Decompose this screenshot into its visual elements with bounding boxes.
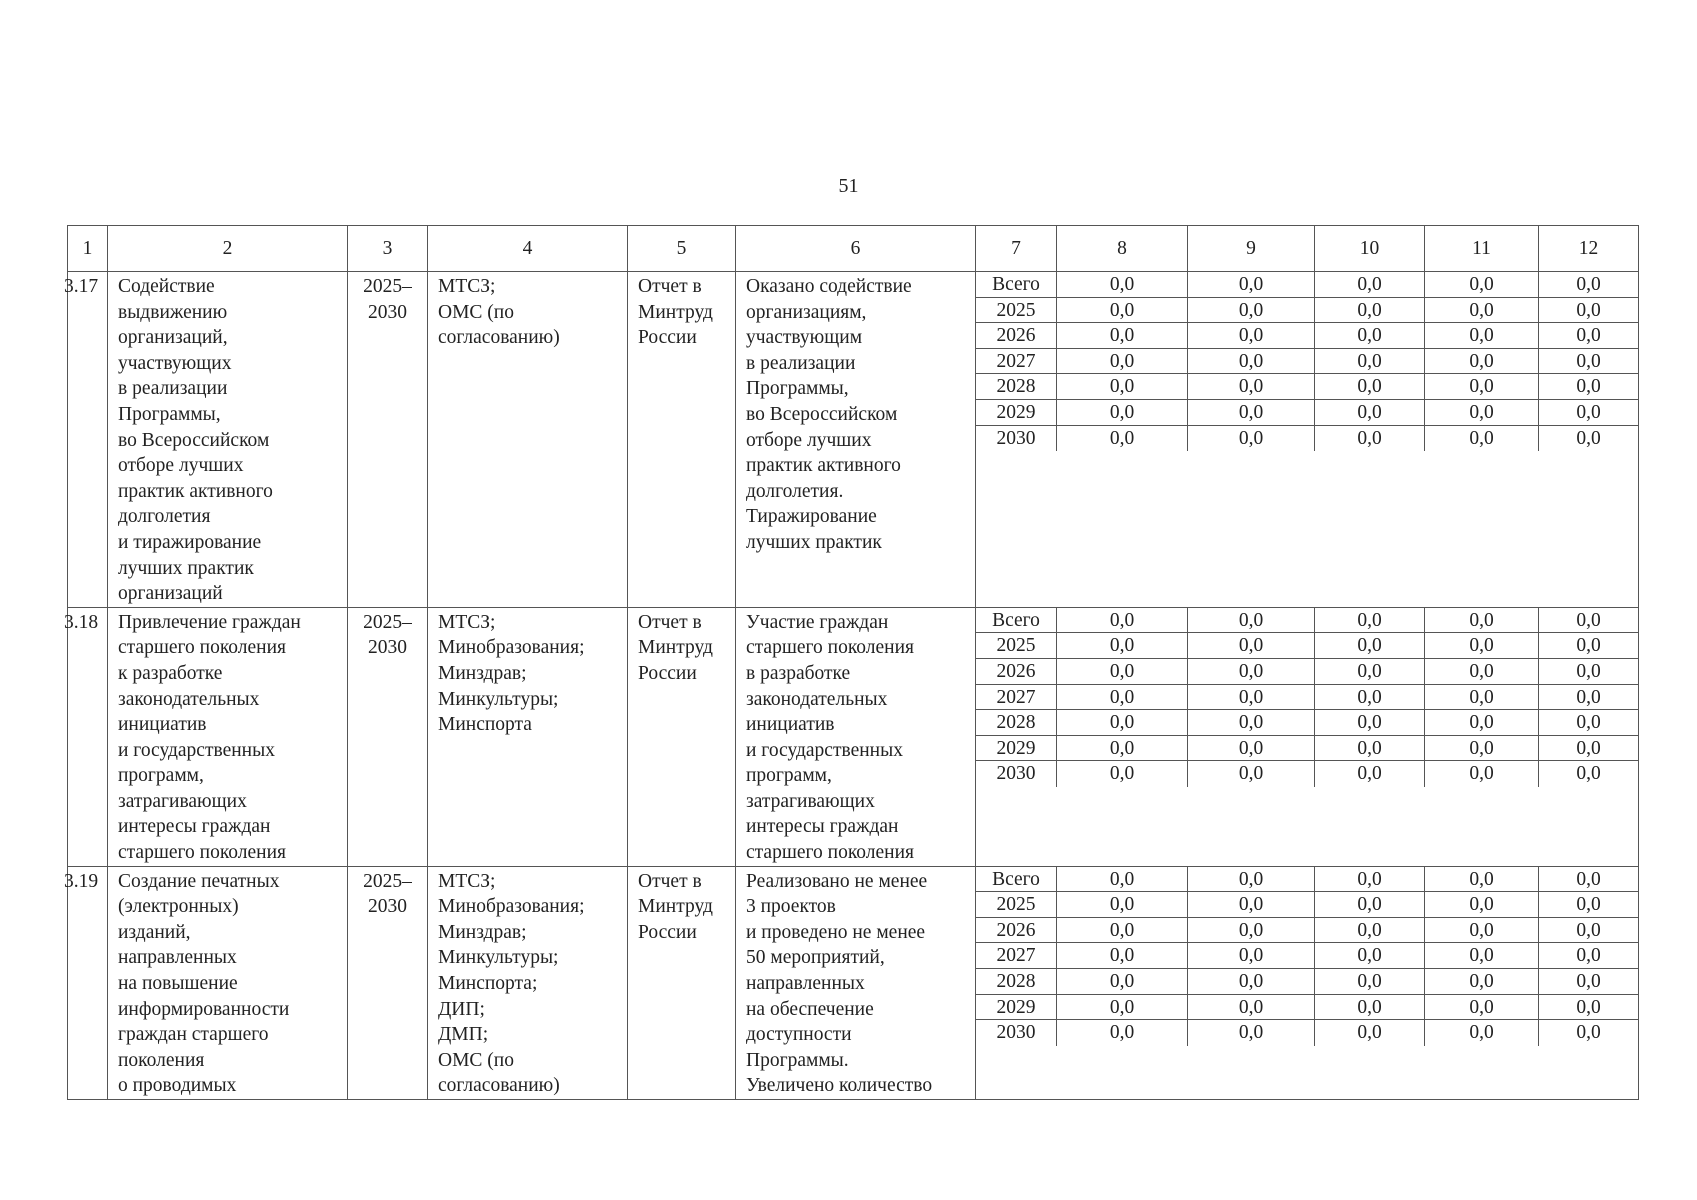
financing-year: 2030 (976, 761, 1057, 787)
financing-value: 0,0 (1057, 736, 1188, 761)
table-row (68, 272, 1639, 608)
financing-value: 0,0 (1576, 945, 1601, 967)
financing-year: 2028 (976, 374, 1057, 399)
financing-value: 0,0 (1315, 943, 1425, 968)
column-number-header: 4 (428, 226, 628, 272)
financing-value: 0,0 (1188, 867, 1315, 892)
financing-year: 2026 (976, 323, 1057, 348)
financing-value: 0,0 (1188, 736, 1315, 761)
period-line: 2030 (368, 896, 407, 918)
executors (428, 272, 628, 608)
financing-value: 0,0 (1576, 894, 1601, 916)
financing-value: 0,0 (1188, 685, 1315, 710)
financing-year: 2029 (976, 400, 1057, 425)
executors-line: МТСЗ; (438, 276, 496, 297)
measure-name-line: Программы, (118, 403, 221, 425)
measure-name-line: Привлечение граждан (118, 611, 301, 633)
financing-year: 2029 (976, 736, 1057, 761)
measure-name-line: программ, (118, 765, 204, 787)
financing-year: 2027 (976, 943, 1057, 968)
financing-year: 2029 (976, 995, 1057, 1020)
financing-value: 0,0 (1425, 426, 1539, 452)
expected-result-line: Тиражирование (746, 506, 877, 528)
measure-name-line: лучших практик (118, 557, 254, 579)
financing-value: 0,0 (1188, 426, 1315, 452)
expected-result-line: долголетия. (746, 480, 844, 502)
measure-name-line: и государственных (118, 739, 275, 761)
financing-value: 0,0 (1425, 400, 1539, 425)
executors-line: ОМС (по (438, 1049, 514, 1071)
measure-name-line: организаций, (118, 327, 228, 349)
expected-result-line: интересы граждан (746, 816, 899, 838)
financing-value: 0,0 (1425, 298, 1539, 323)
measure-name-line: изданий, (118, 921, 191, 943)
financing-value: 0,0 (1188, 323, 1315, 348)
column-number-header: 3 (348, 226, 428, 272)
page-number: 51 (838, 175, 859, 197)
executors-line: Минобразования; (438, 637, 585, 659)
financing-value: 0,0 (1315, 349, 1425, 374)
financing-block (976, 866, 1639, 1099)
financing-value: 0,0 (1425, 659, 1539, 684)
financing-value: 0,0 (1057, 685, 1188, 710)
financing-value: 0,0 (1576, 1022, 1601, 1044)
column-number-header: 2 (108, 226, 348, 272)
financing-value: 0,0 (1576, 737, 1601, 759)
financing-row (976, 918, 1638, 944)
executors-line: ДМП; (438, 1024, 489, 1046)
financing-value: 0,0 (1576, 919, 1601, 941)
financing-value: 0,0 (1576, 274, 1601, 295)
financing-value: 0,0 (1057, 349, 1188, 374)
expected-result-line: доступности (746, 1024, 852, 1046)
measure-name-line: на повышение (118, 973, 238, 995)
financing-value: 0,0 (1315, 272, 1425, 297)
financing-value: 0,0 (1188, 608, 1315, 633)
measure-name-line: информированности (118, 998, 290, 1020)
column-number-header: 9 (1188, 226, 1315, 272)
financing-value: 0,0 (1057, 659, 1188, 684)
period (348, 866, 428, 1099)
expected-result-line: Участие граждан (746, 611, 889, 633)
financing-value: 0,0 (1425, 685, 1539, 710)
financing-value: 0,0 (1576, 868, 1601, 890)
measure-name-line: интересы граждан (118, 816, 271, 838)
measure-name-line: Содействие (118, 276, 215, 297)
financing-value: 0,0 (1425, 710, 1539, 735)
financing-value: 0,0 (1315, 400, 1425, 425)
financing-row (976, 633, 1638, 659)
financing-row (976, 323, 1638, 349)
financing-value: 0,0 (1315, 736, 1425, 761)
executors-line: согласованию) (438, 1075, 560, 1097)
report-form-line: Минтруд (638, 896, 713, 918)
financing-year: Всего (976, 608, 1057, 633)
period-line: 2025– (363, 276, 412, 297)
expected-result-line: программ, (746, 765, 832, 787)
measure-name-line: граждан старшего (118, 1024, 269, 1046)
financing-year: Всего (976, 867, 1057, 892)
executors-line: Минспорта; (438, 973, 538, 995)
report-form (628, 607, 736, 866)
period (348, 607, 428, 866)
financing-row (976, 943, 1638, 969)
executors-line: Минздрав; (438, 921, 527, 943)
financing-value: 0,0 (1057, 943, 1188, 968)
column-number-header: 10 (1315, 226, 1425, 272)
executors-line: Минкультуры; (438, 688, 559, 710)
expected-result-line: направленных (746, 973, 865, 995)
expected-result-line: Реализовано не менее (746, 870, 928, 892)
measure-name-line: направленных (118, 947, 237, 969)
item-number-text: 3.17 (64, 276, 99, 297)
financing-value: 0,0 (1188, 374, 1315, 399)
measure-name-line: к разработке (118, 662, 223, 684)
financing-year: 2025 (976, 892, 1057, 917)
financing-year: 2030 (976, 426, 1057, 452)
financing-row (976, 374, 1638, 400)
financing-value: 0,0 (1315, 426, 1425, 452)
financing-value: 0,0 (1315, 685, 1425, 710)
financing-value: 0,0 (1057, 426, 1188, 452)
financing-row (976, 867, 1638, 893)
financing-value: 0,0 (1188, 761, 1315, 787)
expected-result-line: старшего поколения (746, 637, 915, 659)
measure-name (108, 272, 348, 608)
column-number-header: 8 (1057, 226, 1188, 272)
expected-result-line: старшего поколения (746, 842, 915, 864)
financing-row (976, 761, 1638, 787)
expected-result-line: Оказано содействие (746, 276, 912, 297)
executors-line: ДИП; (438, 998, 485, 1020)
financing-value: 0,0 (1188, 659, 1315, 684)
report-form-line: России (638, 662, 697, 684)
executors-line: МТСЗ; (438, 611, 496, 633)
report-form (628, 866, 736, 1099)
financing-row (976, 659, 1638, 685)
period-line: 2025– (363, 870, 412, 892)
measure-name-line: о проводимых (118, 1075, 237, 1097)
expected-result-line: и проведено не менее (746, 921, 926, 943)
financing-value: 0,0 (1425, 761, 1539, 787)
financing-block (976, 272, 1639, 608)
financing-value: 0,0 (1188, 943, 1315, 968)
report-form-line: Минтруд (638, 637, 713, 659)
period (348, 272, 428, 608)
measure-name (108, 866, 348, 1099)
column-number-header: 12 (1539, 226, 1639, 272)
financing-value: 0,0 (1576, 609, 1601, 631)
financing-row (976, 892, 1638, 918)
financing-value: 0,0 (1576, 763, 1601, 785)
financing-value: 0,0 (1188, 969, 1315, 994)
financing-value: 0,0 (1425, 943, 1539, 968)
financing-value: 0,0 (1576, 376, 1601, 398)
financing-value: 0,0 (1057, 608, 1188, 633)
item-number (64, 272, 108, 608)
financing-value: 0,0 (1425, 633, 1539, 658)
financing-value: 0,0 (1315, 1020, 1425, 1046)
item-number-text: 3.19 (64, 870, 99, 892)
financing-value: 0,0 (1576, 971, 1601, 993)
report-form-line: Отчет в (638, 611, 702, 633)
financing-value: 0,0 (1576, 325, 1601, 347)
measure-name-line: (электронных) (118, 896, 239, 918)
financing-value: 0,0 (1057, 298, 1188, 323)
measure-name-line: организаций (118, 583, 223, 605)
executors-line: Минобразования; (438, 896, 585, 918)
financing-year: 2030 (976, 1020, 1057, 1046)
financing-year: 2027 (976, 685, 1057, 710)
financing-value: 0,0 (1425, 867, 1539, 892)
financing-value: 0,0 (1315, 298, 1425, 323)
measure-name-line: участвующих (118, 352, 232, 374)
financing-year: 2025 (976, 633, 1057, 658)
measure-name (108, 607, 348, 866)
financing-row (976, 685, 1638, 711)
financing-value: 0,0 (1425, 969, 1539, 994)
executors (428, 866, 628, 1099)
financing-value: 0,0 (1576, 635, 1601, 657)
financing-row (976, 710, 1638, 736)
financing-year: 2025 (976, 298, 1057, 323)
report-form (628, 272, 736, 608)
expected-result-line: организациям, (746, 301, 867, 323)
measure-name-line: в реализации (118, 378, 228, 400)
expected-result-line: законодательных (746, 688, 888, 710)
expected-result-line: на обеспечение (746, 998, 874, 1020)
financing-value: 0,0 (1315, 867, 1425, 892)
financing-row (976, 1020, 1638, 1046)
financing-row (976, 400, 1638, 426)
financing-value: 0,0 (1057, 995, 1188, 1020)
executors-line: согласованию) (438, 327, 560, 349)
financing-value: 0,0 (1425, 1020, 1539, 1046)
financing-year: 2026 (976, 918, 1057, 943)
report-form-line: Отчет в (638, 276, 702, 297)
financing-value: 0,0 (1425, 918, 1539, 943)
financing-row (976, 349, 1638, 375)
financing-row (976, 736, 1638, 762)
expected-result (736, 272, 976, 608)
column-number-header: 7 (976, 226, 1057, 272)
financing-value: 0,0 (1576, 996, 1601, 1018)
executors-line: Минкультуры; (438, 947, 559, 969)
period-line: 2030 (368, 637, 407, 659)
financing-value: 0,0 (1576, 660, 1601, 682)
financing-value: 0,0 (1188, 892, 1315, 917)
financing-value: 0,0 (1188, 710, 1315, 735)
measure-name-line: во Всероссийском (118, 429, 270, 451)
financing-value: 0,0 (1576, 686, 1601, 708)
financing-value: 0,0 (1576, 350, 1601, 372)
financing-value: 0,0 (1188, 298, 1315, 323)
financing-value: 0,0 (1315, 918, 1425, 943)
executors (428, 607, 628, 866)
financing-value: 0,0 (1576, 427, 1601, 449)
financing-year: Всего (976, 272, 1057, 297)
financing-value: 0,0 (1425, 608, 1539, 633)
measure-name-line: старшего поколения (118, 842, 287, 864)
column-number-header: 6 (736, 226, 976, 272)
measure-name-line: поколения (118, 1049, 205, 1071)
measure-name-line: инициатив (118, 714, 207, 736)
expected-result (736, 866, 976, 1099)
expected-result-line: 50 мероприятий, (746, 947, 885, 969)
financing-row (976, 969, 1638, 995)
expected-result-line: Увеличено количество (746, 1075, 933, 1097)
column-number-header: 11 (1425, 226, 1539, 272)
expected-result-line: во Всероссийском (746, 403, 898, 425)
executors-line: Минспорта (438, 714, 532, 736)
financing-value: 0,0 (1188, 918, 1315, 943)
measure-name-line: законодательных (118, 688, 260, 710)
financing-row (976, 272, 1638, 298)
financing-value: 0,0 (1057, 710, 1188, 735)
financing-value: 0,0 (1057, 323, 1188, 348)
column-number-header: 1 (68, 226, 108, 272)
column-number-header: 5 (628, 226, 736, 272)
financing-value: 0,0 (1315, 892, 1425, 917)
financing-value: 0,0 (1188, 995, 1315, 1020)
expected-result-line: и государственных (746, 739, 903, 761)
financing-value: 0,0 (1576, 401, 1601, 423)
table-row (68, 866, 1639, 1099)
table-row (68, 607, 1639, 866)
financing-value: 0,0 (1315, 659, 1425, 684)
financing-value: 0,0 (1425, 374, 1539, 399)
expected-result-line: в разработке (746, 662, 851, 684)
expected-result-line: затрагивающих (746, 790, 875, 812)
financing-value: 0,0 (1188, 1020, 1315, 1046)
measure-name-line: старшего поколения (118, 637, 287, 659)
expected-result-line: лучших практик (746, 531, 882, 553)
expected-result-line: участвующим (746, 327, 863, 349)
table-header-row (68, 226, 1639, 272)
financing-block (976, 607, 1639, 866)
financing-value: 0,0 (1315, 761, 1425, 787)
measure-name-line: долголетия (118, 506, 211, 528)
measure-name-line: затрагивающих (118, 790, 247, 812)
financing-row (976, 995, 1638, 1021)
expected-result-line: в реализации (746, 352, 856, 374)
financing-value: 0,0 (1188, 633, 1315, 658)
financing-value: 0,0 (1057, 633, 1188, 658)
financing-value: 0,0 (1057, 867, 1188, 892)
financing-value: 0,0 (1315, 633, 1425, 658)
financing-value: 0,0 (1315, 608, 1425, 633)
financing-row (976, 608, 1638, 634)
financing-value: 0,0 (1425, 995, 1539, 1020)
financing-row (976, 426, 1638, 452)
financing-year: 2026 (976, 659, 1057, 684)
financing-value: 0,0 (1425, 736, 1539, 761)
financing-value: 0,0 (1057, 374, 1188, 399)
financing-value: 0,0 (1057, 969, 1188, 994)
financing-year: 2028 (976, 969, 1057, 994)
financing-value: 0,0 (1057, 892, 1188, 917)
financing-row (976, 298, 1638, 324)
financing-year: 2028 (976, 710, 1057, 735)
period-line: 2025– (363, 611, 412, 633)
financing-value: 0,0 (1188, 400, 1315, 425)
financing-value: 0,0 (1057, 918, 1188, 943)
measure-name-line: отборе лучших (118, 455, 244, 477)
financing-value: 0,0 (1315, 969, 1425, 994)
executors-line: ОМС (по (438, 301, 514, 323)
report-form-line: России (638, 921, 697, 943)
financing-value: 0,0 (1315, 995, 1425, 1020)
financing-value: 0,0 (1057, 272, 1188, 297)
financing-value: 0,0 (1315, 710, 1425, 735)
executors-line: Минздрав; (438, 662, 527, 684)
item-number (64, 866, 108, 1099)
financing-value: 0,0 (1315, 323, 1425, 348)
report-form-line: России (638, 327, 697, 349)
item-number (64, 607, 108, 866)
expected-result-line: 3 проектов (746, 896, 836, 918)
financing-value: 0,0 (1425, 323, 1539, 348)
financing-value: 0,0 (1425, 349, 1539, 374)
report-form-line: Отчет в (638, 870, 702, 892)
financing-value: 0,0 (1425, 892, 1539, 917)
executors-line: МТСЗ; (438, 870, 496, 892)
measure-name-line: и тиражирование (118, 531, 262, 553)
financing-value: 0,0 (1188, 272, 1315, 297)
measure-name-line: выдвижению (118, 301, 228, 323)
period-line: 2030 (368, 301, 407, 323)
expected-result-line: практик активного (746, 455, 901, 477)
financing-value: 0,0 (1057, 1020, 1188, 1046)
measure-name-line: практик активного (118, 480, 273, 502)
financing-value: 0,0 (1057, 400, 1188, 425)
item-number-text: 3.18 (64, 611, 99, 633)
financing-value: 0,0 (1315, 374, 1425, 399)
expected-result (736, 607, 976, 866)
financing-value: 0,0 (1425, 272, 1539, 297)
expected-result-line: Программы. (746, 1049, 849, 1071)
financing-year: 2027 (976, 349, 1057, 374)
program-table (64, 225, 1639, 1100)
measure-name-line: Создание печатных (118, 870, 280, 892)
expected-result-line: отборе лучших (746, 429, 872, 451)
financing-value: 0,0 (1057, 761, 1188, 787)
financing-value: 0,0 (1188, 349, 1315, 374)
expected-result-line: Программы, (746, 378, 849, 400)
financing-value: 0,0 (1576, 299, 1601, 321)
expected-result-line: инициатив (746, 714, 835, 736)
financing-value: 0,0 (1576, 712, 1601, 734)
report-form-line: Минтруд (638, 301, 713, 323)
